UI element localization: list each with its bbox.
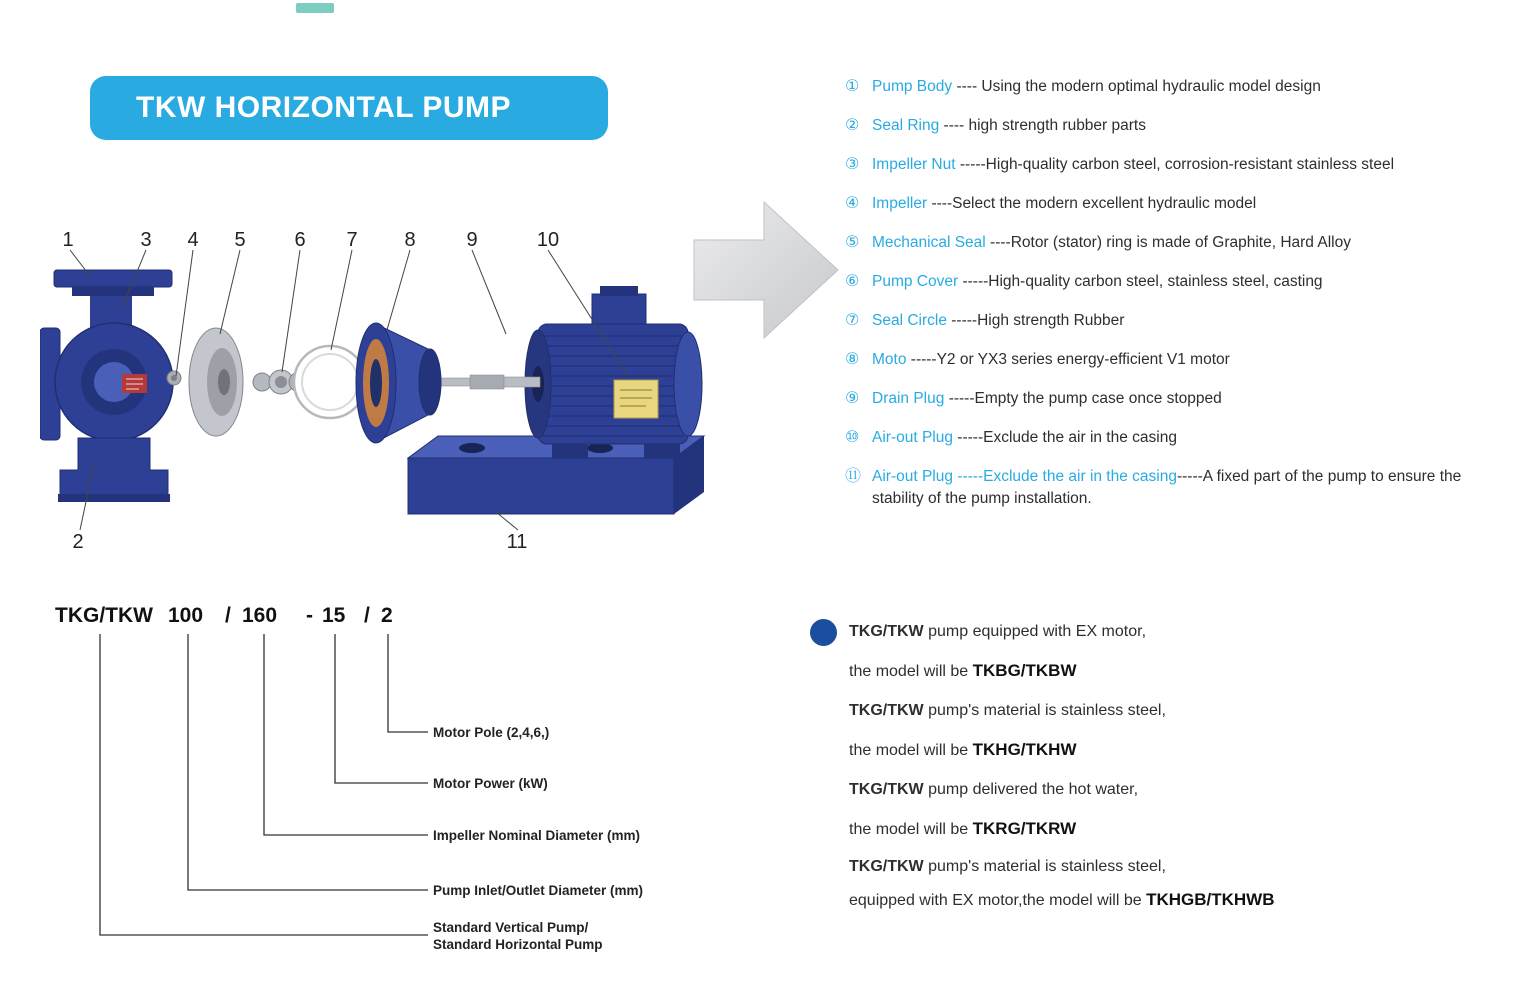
part-desc: -----Exclude the air in the casing — [957, 429, 1177, 446]
circled-number-icon: ⑩ — [845, 429, 860, 446]
part-item-3 — [845, 154, 1505, 176]
note-text: equipped with EX motor,the model will be — [849, 892, 1142, 909]
note-line — [849, 770, 1489, 809]
part-desc: -----A fixed part of the pump to ensure the stability of the pump installation. — [872, 468, 1462, 507]
brand-code: TKG/TKW — [849, 623, 924, 640]
note-item-1 — [849, 612, 1489, 691]
note-item-2 — [849, 691, 1489, 770]
circled-number-icon: ⑦ — [845, 312, 860, 329]
note-text: pump's material is stainless steel, — [928, 702, 1166, 719]
circled-number-icon: ② — [845, 117, 860, 134]
part-desc: -----Y2 or YX3 series energy-efficient V1 motor — [910, 351, 1230, 368]
callout-5: 5 — [234, 229, 246, 251]
impeller-nut-part — [167, 371, 181, 385]
part-desc: -----High-quality carbon steel, corrosion-resistant stainless steel — [959, 156, 1395, 173]
callout-2: 2 — [72, 531, 84, 553]
note-text: pump's material is stainless steel, — [928, 858, 1166, 875]
circled-number-icon: ⑥ — [845, 273, 860, 290]
part-item-5 — [845, 232, 1505, 254]
note-line — [849, 651, 1489, 691]
model-code: TKHGB/TKHWB — [1146, 890, 1275, 909]
callout-1: 1 — [62, 229, 74, 251]
model-code: TKHG/TKHW — [972, 740, 1077, 759]
note-line — [849, 691, 1489, 730]
note-line — [849, 849, 1489, 885]
model-code-connector-lines — [0, 600, 760, 960]
impeller-part — [189, 328, 243, 436]
note-item-4 — [849, 849, 1489, 916]
callout-6: 6 — [294, 229, 306, 251]
callout-8: 8 — [404, 229, 416, 251]
part-item-11 — [845, 466, 1505, 510]
pump-body-part — [40, 270, 173, 502]
big-right-arrow-icon — [692, 190, 842, 350]
part-name: Seal Circle — [872, 312, 947, 329]
note-line — [849, 885, 1489, 916]
note-text: the model will be — [849, 742, 969, 759]
part-desc: -----High strength Rubber — [951, 312, 1125, 329]
part-item-10 — [845, 427, 1505, 449]
part-desc: ---- Using the modern optimal hydraulic model design — [956, 78, 1321, 95]
label-standard-pump-line1: Standard Vertical Pump/ — [433, 920, 589, 935]
part-name: Moto — [872, 351, 907, 368]
circled-number-icon: ① — [845, 78, 860, 95]
part-name: Mechanical Seal — [872, 234, 986, 251]
page-title: TKW HORIZONTAL PUMP — [136, 91, 512, 124]
model-code-seg-15: 15 — [322, 604, 346, 627]
note-text: pump delivered the hot water, — [928, 781, 1139, 798]
note-text: the model will be — [849, 821, 969, 838]
part-name: Pump Cover — [872, 273, 959, 290]
part-name: Impeller — [872, 195, 928, 212]
note-text: pump equipped with EX motor, — [928, 623, 1147, 640]
circled-number-icon: ④ — [845, 195, 860, 212]
part-item-6 — [845, 271, 1505, 293]
part-name: Drain Plug — [872, 390, 945, 407]
pump-cover-part — [356, 323, 441, 443]
model-code-seg-2: 2 — [381, 604, 393, 627]
model-code-seg-160: 160 — [242, 604, 278, 627]
part-item-8 — [845, 349, 1505, 371]
label-inlet-outlet-diameter: Pump Inlet/Outlet Diameter (mm) — [433, 883, 644, 898]
model-code-seg-100: 100 — [168, 604, 204, 627]
part-desc: ----Rotor (stator) ring is made of Graphite, Hard Alloy — [990, 234, 1351, 251]
note-line — [849, 612, 1489, 651]
callout-3: 3 — [140, 229, 152, 251]
top-artifact-mark — [296, 3, 334, 13]
motor-part — [525, 286, 702, 458]
callout-10: 10 — [536, 229, 560, 251]
model-code-prefix: TKG/TKW — [55, 604, 153, 627]
part-name: Air-out Plug — [872, 468, 953, 485]
note-text: the model will be — [849, 663, 969, 680]
model-code-slash: / — [225, 604, 231, 627]
model-code: TKRG/TKRW — [972, 819, 1077, 838]
part-name: Pump Body — [872, 78, 953, 95]
part-name: Seal Ring — [872, 117, 940, 134]
part-desc-blue: -----Exclude the air in the casing — [957, 468, 1177, 485]
brand-code: TKG/TKW — [849, 702, 924, 719]
brand-code: TKG/TKW — [849, 858, 924, 875]
label-motor-power: Motor Power (kW) — [433, 776, 548, 791]
part-item-7 — [845, 310, 1505, 332]
shaft-part — [440, 375, 540, 389]
note-line — [849, 730, 1489, 770]
callout-4: 4 — [187, 229, 199, 251]
circled-number-icon: ⑧ — [845, 351, 860, 368]
note-bullet-icon — [810, 619, 837, 646]
circled-number-icon: ⑤ — [845, 234, 860, 251]
label-motor-pole: Motor Pole (2,4,6,) — [433, 725, 550, 740]
part-name: Impeller Nut — [872, 156, 956, 173]
part-item-1 — [845, 76, 1505, 98]
label-impeller-diameter: Impeller Nominal Diameter (mm) — [433, 828, 641, 843]
label-standard-pump — [433, 919, 603, 953]
model-variant-notes — [849, 612, 1489, 916]
label-standard-pump-line2: Standard Horizontal Pump — [433, 937, 603, 952]
part-item-4 — [845, 193, 1505, 215]
part-item-2 — [845, 115, 1505, 137]
part-name: Air-out Plug — [872, 429, 953, 446]
part-desc: -----High-quality carbon steel, stainless steel, casting — [962, 273, 1323, 290]
title-banner — [90, 76, 608, 140]
circled-number-icon: ⑪ — [845, 468, 862, 485]
callout-9: 9 — [466, 229, 478, 251]
exploded-pump-diagram — [40, 212, 740, 572]
note-line — [849, 809, 1489, 849]
part-desc: ----Select the modern excellent hydraulic model — [931, 195, 1257, 212]
part-desc: ---- high strength rubber parts — [943, 117, 1146, 134]
callout-7: 7 — [346, 229, 358, 251]
callout-11: 11 — [506, 531, 528, 553]
part-desc: -----Empty the pump case once stopped — [948, 390, 1222, 407]
model-code-slash: / — [364, 604, 370, 627]
circled-number-icon: ⑨ — [845, 390, 860, 407]
part-item-9 — [845, 388, 1505, 410]
model-code-dash: - — [306, 604, 313, 627]
seal-circle-part — [294, 346, 366, 418]
model-code: TKBG/TKBW — [972, 661, 1077, 680]
note-item-3 — [849, 770, 1489, 849]
parts-legend — [845, 76, 1505, 527]
brand-code: TKG/TKW — [849, 781, 924, 798]
circled-number-icon: ③ — [845, 156, 860, 173]
